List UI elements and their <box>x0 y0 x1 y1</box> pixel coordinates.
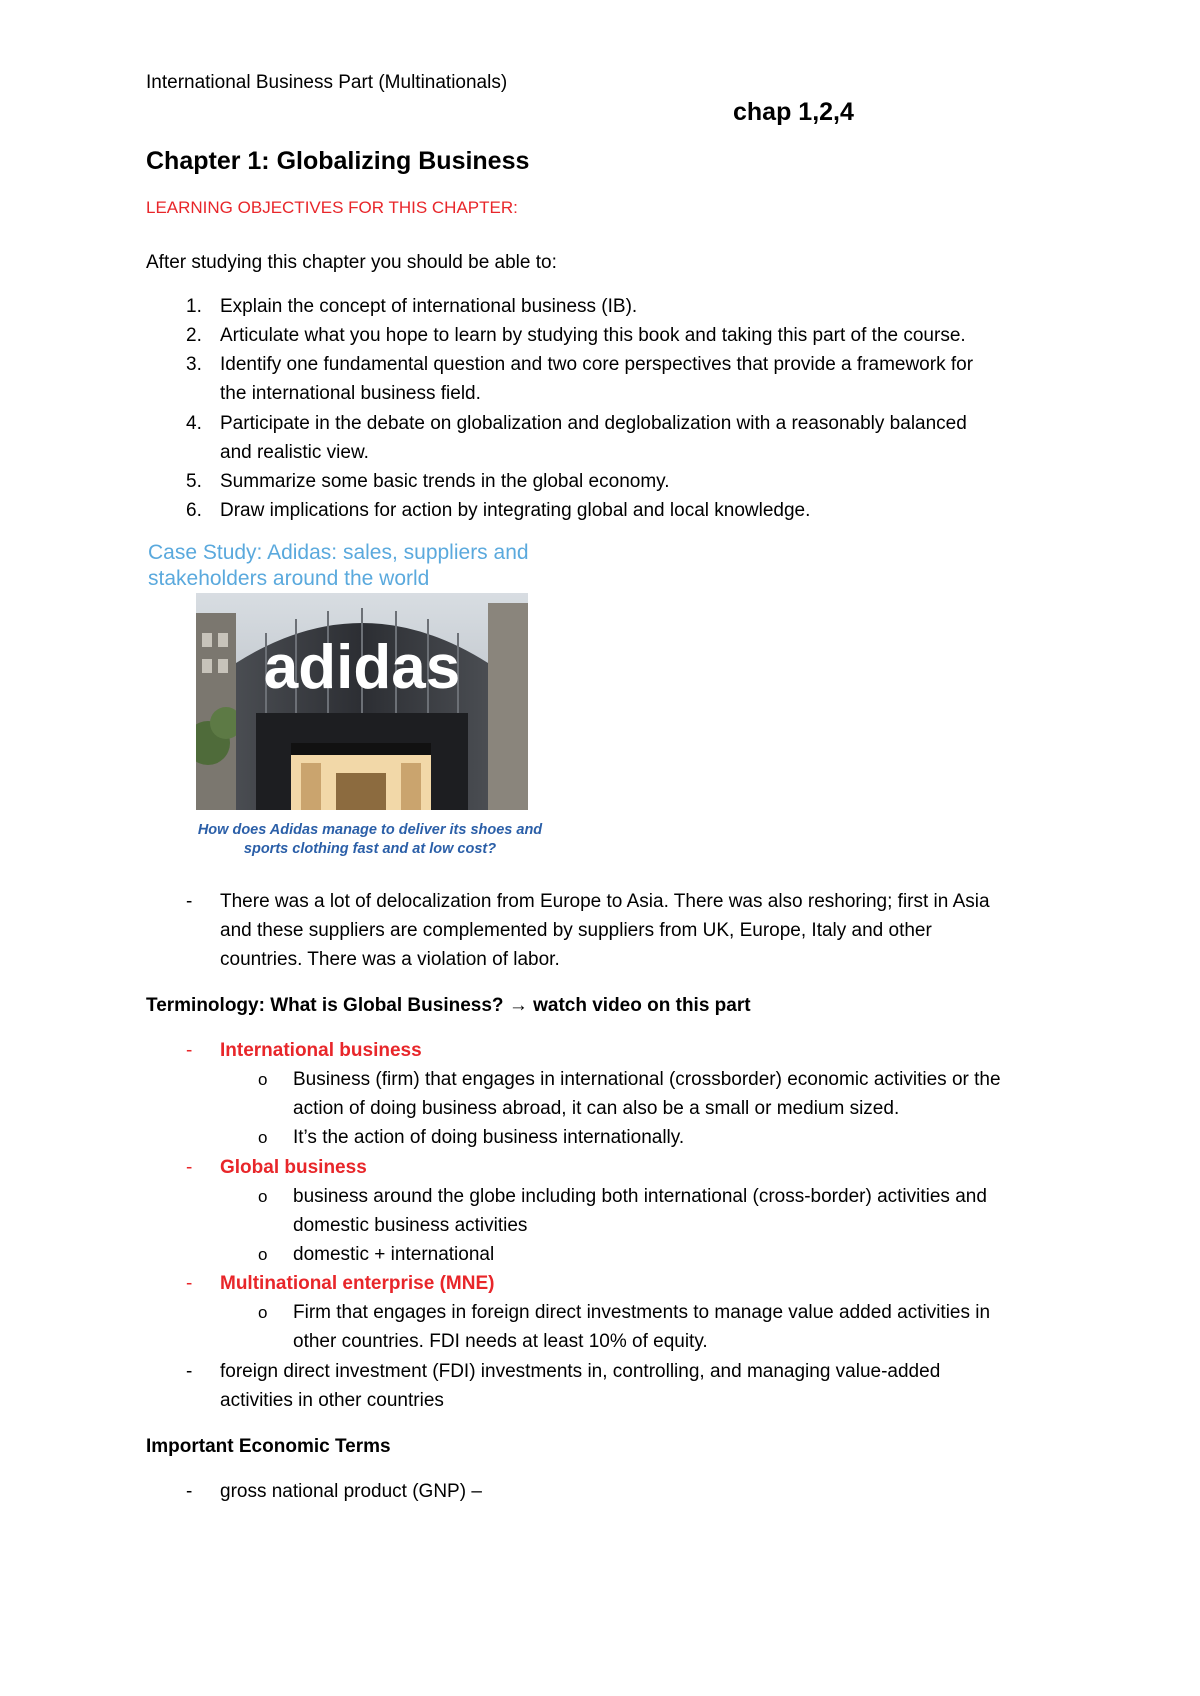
document-header-title: International Business Part (Multinationals) <box>146 72 508 93</box>
objectives-intro: After studying this chapter you should be able to: <box>146 252 557 273</box>
bullet-circle: o <box>258 1187 268 1206</box>
bullet-circle: o <box>258 1070 268 1089</box>
objective-text: Explain the concept of international business (IB). <box>220 296 638 317</box>
term-international-business: International business <box>220 1040 422 1061</box>
term-mne: Multinational enterprise (MNE) <box>220 1273 495 1294</box>
caption-line: How does Adidas manage to deliver its shoes and <box>197 822 543 838</box>
fdi-text: activities in other countries <box>220 1390 444 1411</box>
definition-text: It’s the action of doing business internationally. <box>293 1127 685 1148</box>
bullet-dash: - <box>186 1040 193 1061</box>
bullet-dash: - <box>186 1157 193 1178</box>
objective-text: Draw implications for action by integrating global and local knowledge. <box>220 500 811 521</box>
definition-text: Business (firm) that engages in international (crossborder) economic activities or the <box>293 1069 1001 1090</box>
chapter-title: Chapter 1: Globalizing Business <box>146 147 530 175</box>
gnp-text: gross national product (GNP) – <box>220 1481 482 1502</box>
bullet-dash: - <box>186 1361 193 1382</box>
objective-text: Articulate what you hope to learn by studying this book and taking this part of the course. <box>220 325 966 346</box>
delocalization-text: There was a lot of delocalization from Europe to Asia. There was also reshoring; first in Asia <box>220 891 990 912</box>
bullet-dash: - <box>186 891 193 912</box>
bullet-circle: o <box>258 1245 268 1264</box>
objective-number: 1. <box>186 296 202 317</box>
bullet-dash: - <box>186 1273 193 1294</box>
delocalization-text: and these suppliers are complemented by suppliers from UK, Europe, Italy and other <box>220 920 932 941</box>
chapters-label: chap 1,2,4 <box>733 98 854 126</box>
terminology-heading-text: Terminology: What is Global Business? <box>146 995 504 1016</box>
case-study-caption <box>170 821 570 859</box>
case-study-title: Case Study: Adidas: sales, suppliers and stakeholders around the world <box>148 541 529 590</box>
definition-text: domestic business activities <box>293 1215 528 1236</box>
bullet-circle: o <box>258 1303 268 1322</box>
adidas-store-photo <box>196 593 528 810</box>
definition-text: business around the globe including both international (cross-border) activities and <box>293 1186 987 1207</box>
delocalization-text: countries. There was a violation of labor. <box>220 949 560 970</box>
objective-number: 3. <box>186 354 202 375</box>
caption-line: sports clothing fast and at low cost? <box>243 841 497 857</box>
objective-text-continued: the international business field. <box>220 383 481 404</box>
bullet-circle: o <box>258 1128 268 1147</box>
terminology-heading-suffix: watch video on this part <box>533 995 751 1016</box>
objectives-heading: LEARNING OBJECTIVES FOR THIS CHAPTER: <box>146 198 518 217</box>
adidas-sign-text: adidas <box>263 633 461 702</box>
definition-text: Firm that engages in foreign direct investments to manage value added activities in <box>293 1302 991 1323</box>
definition-text: action of doing business abroad, it can also be a small or medium sized. <box>293 1098 900 1119</box>
objective-text: Summarize some basic trends in the global economy. <box>220 471 670 492</box>
objective-number: 6. <box>186 500 202 521</box>
definition-text: domestic + international <box>293 1244 495 1265</box>
objective-text: Participate in the debate on globalization and deglobalization with a reasonably balanced <box>220 413 967 434</box>
arrow-right-icon: → <box>508 995 528 1016</box>
objective-number: 4. <box>186 413 202 434</box>
term-global-business: Global business <box>220 1157 367 1178</box>
definition-text: other countries. FDI needs at least 10% of equity. <box>293 1331 708 1352</box>
terminology-heading <box>146 991 751 1020</box>
fdi-text: foreign direct investment (FDI) investments in, controlling, and managing value-added <box>220 1361 941 1382</box>
objective-text-continued: and realistic view. <box>220 442 369 463</box>
bullet-dash: - <box>186 1481 193 1502</box>
objective-text: Identify one fundamental question and two core perspectives that provide a framework for <box>220 354 974 375</box>
objective-number: 5. <box>186 471 202 492</box>
objective-number: 2. <box>186 325 202 346</box>
economic-terms-heading: Important Economic Terms <box>146 1436 391 1457</box>
